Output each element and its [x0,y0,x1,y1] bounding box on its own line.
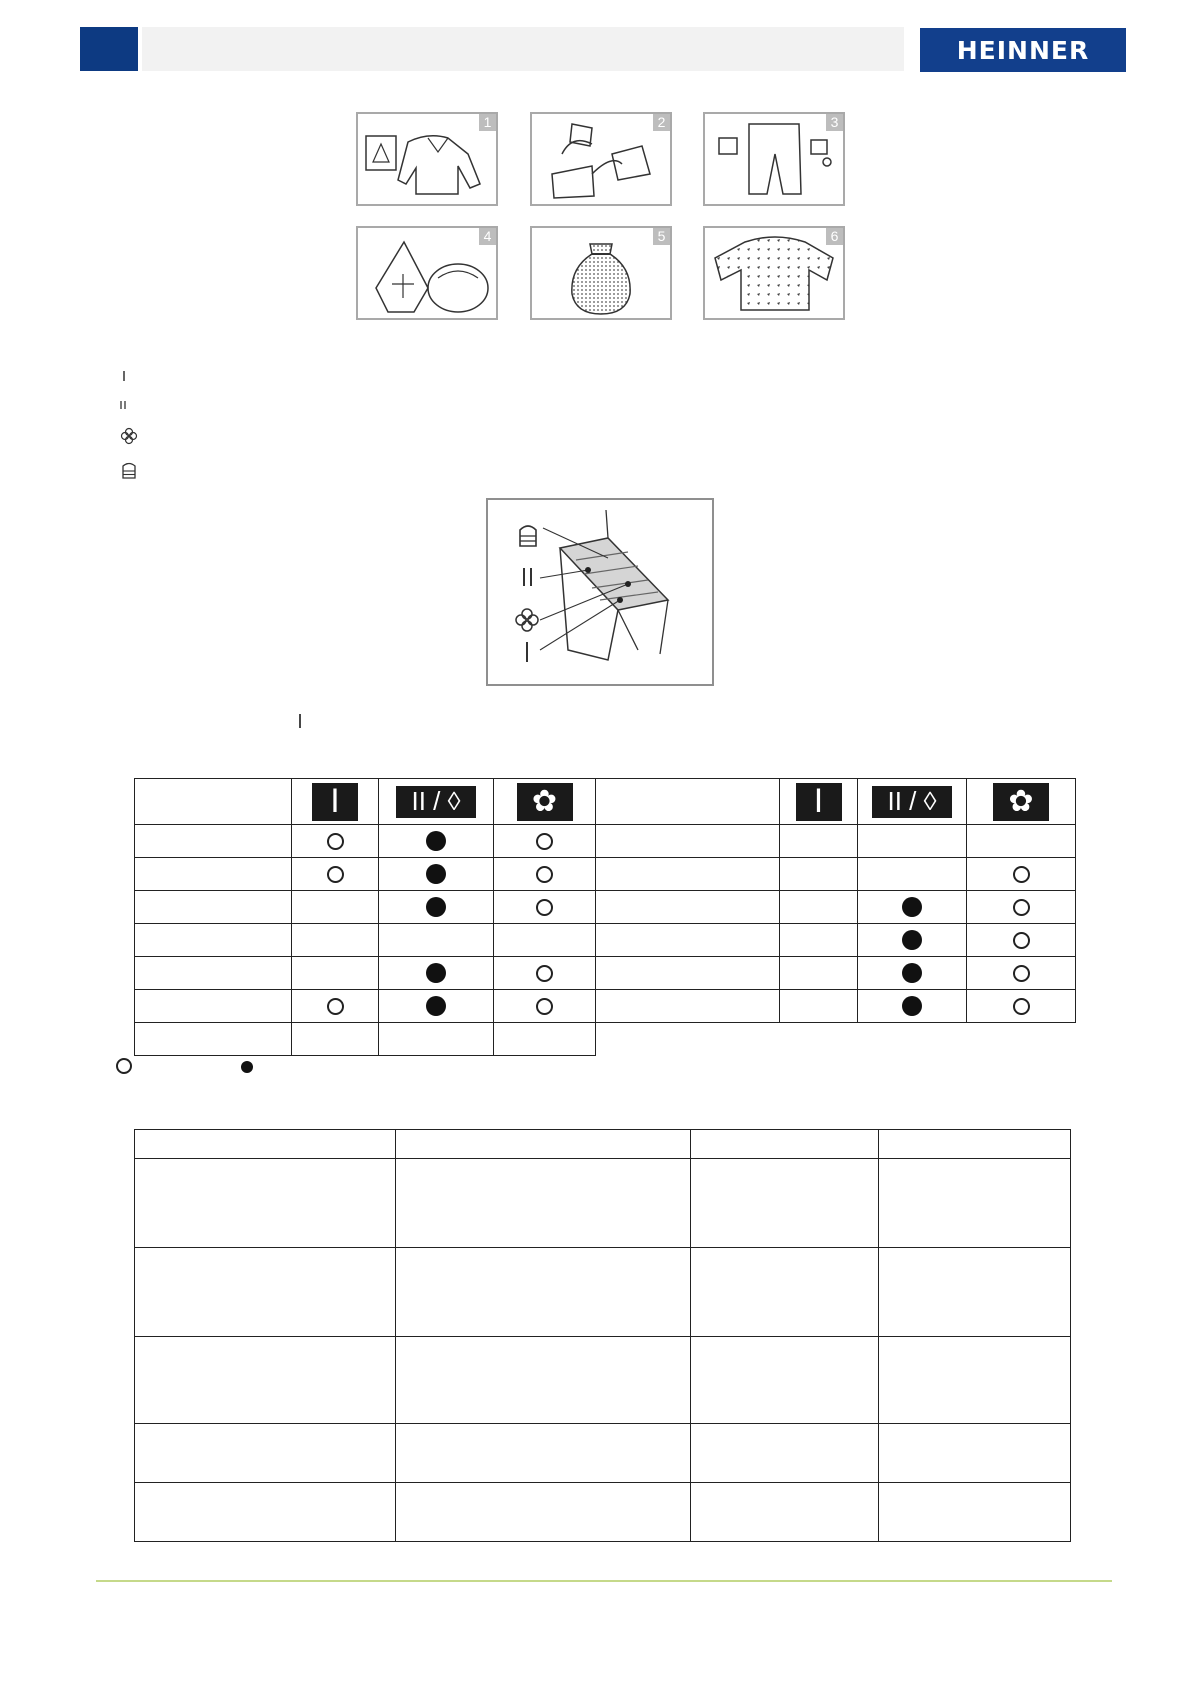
table-header-row [135,779,1076,825]
detergent-table [134,778,1076,1056]
table-cell [396,1424,691,1483]
table-cell [135,1248,396,1337]
optional-mark-icon [536,965,553,982]
table-cell [691,1248,879,1337]
sort-laundry-icon [532,114,670,204]
table-row [135,891,1076,924]
table-cell [494,779,596,825]
table-cell [780,1023,858,1056]
footer-divider [96,1580,1112,1582]
table-cell [879,1424,1071,1483]
panel-2 [530,112,672,206]
program-table [134,1129,1071,1542]
table-row [135,957,1076,990]
table-row [135,1159,1071,1248]
table-cell [379,990,494,1023]
table-cell [967,957,1076,990]
drawer-illustration [488,500,712,684]
optional-mark-icon [1013,899,1030,916]
table-cell [292,779,379,825]
table-cell [379,858,494,891]
optional-mark-icon [536,998,553,1015]
optional-mark-icon [1013,866,1030,883]
required-mark-icon [902,897,922,917]
optional-mark-icon [1013,932,1030,949]
required-mark-icon [426,963,446,983]
table-cell [858,891,967,924]
table-cell [780,957,858,990]
softener-compartment-icon [118,425,140,447]
table-cell [292,990,379,1023]
table-cell [967,825,1076,858]
table-cell [135,858,292,891]
table-cell [292,891,379,924]
table-cell [396,1248,691,1337]
table-row [135,1337,1071,1424]
prewash-compartment-icon [118,366,140,388]
required-mark-icon [902,963,922,983]
table-cell [292,858,379,891]
table-cell [135,990,292,1023]
table-cell [596,990,780,1023]
brand-name: HEINNER [956,35,1090,65]
optional-mark-icon [536,833,553,850]
table-cell [292,1023,379,1056]
table-cell [135,1130,396,1159]
optional-mark-icon [327,833,344,850]
detergent-table-body [135,825,1076,1056]
panel-number: 6 [826,228,843,245]
optional-mark-icon [536,899,553,916]
table-cell [596,825,780,858]
table-cell [494,858,596,891]
required-mark-icon [426,897,446,917]
optional-mark-icon [1013,965,1030,982]
table-row [135,858,1076,891]
table-cell [780,858,858,891]
table-cell [396,1337,691,1424]
table-cell [691,1483,879,1542]
required-mark-icon [902,996,922,1016]
table-cell [858,858,967,891]
table-cell [691,1130,879,1159]
table-row [135,1023,1076,1056]
table-cell [379,891,494,924]
table-cell [780,990,858,1023]
table-cell [379,924,494,957]
table-cell [967,990,1076,1023]
table-cell [879,1337,1071,1424]
table-row [135,1424,1071,1483]
table-cell [135,1424,396,1483]
softener-header-icon: ✿ [517,783,573,821]
table-cell [879,1483,1071,1542]
required-mark-icon [902,930,922,950]
mainwash-liquid-header-icon: II / ◊ [872,786,952,818]
sweater-with-label-icon [358,114,496,204]
table-cell [379,779,494,825]
table-cell [494,891,596,924]
brand-logo [920,28,1126,72]
softener-header-icon: ✿ [993,783,1049,821]
header-accent-block [80,27,138,71]
table-cell [135,1483,396,1542]
table-cell [596,957,780,990]
table-cell [379,957,494,990]
table-cell [396,1483,691,1542]
table-cell [135,891,292,924]
laundry-bag-icon [532,228,670,318]
table-cell [494,957,596,990]
optional-mark-icon [536,866,553,883]
table-cell [967,924,1076,957]
table-cell [858,779,967,825]
close-zippers-icon [358,228,496,318]
table-cell [858,957,967,990]
table-cell [596,779,780,825]
table-cell [494,1023,596,1056]
table-cell [967,891,1076,924]
prewash-glyph [296,712,304,730]
table-cell [691,1424,879,1483]
table-cell [292,825,379,858]
panel-number: 2 [653,114,670,131]
panel-1 [356,112,498,206]
table-cell [780,891,858,924]
table-cell [879,1159,1071,1248]
table-row [135,1248,1071,1337]
table-cell [780,825,858,858]
optional-mark-icon [327,998,344,1015]
table-cell [292,957,379,990]
table-cell [858,1023,967,1056]
panel-number: 5 [653,228,670,245]
panel-3 [703,112,845,206]
table-cell [691,1337,879,1424]
table-cell [858,924,967,957]
prewash-header-icon: I [796,783,842,821]
table-row [135,1130,1071,1159]
table-cell [135,825,292,858]
table-cell [135,1337,396,1424]
panel-4 [356,226,498,320]
table-row [135,990,1076,1023]
table-cell [967,858,1076,891]
table-cell [596,891,780,924]
panel-number: 4 [479,228,496,245]
table-cell [596,1023,780,1056]
table-cell [780,779,858,825]
panel-number: 3 [826,114,843,131]
table-cell [135,779,292,825]
table-row [135,825,1076,858]
table-cell [858,825,967,858]
table-cell [596,924,780,957]
table-cell [396,1159,691,1248]
required-mark-icon [426,831,446,851]
table-cell [967,779,1076,825]
table-cell [494,825,596,858]
mainwash-compartment-icon [118,396,140,418]
table-cell [879,1248,1071,1337]
table-cell [396,1130,691,1159]
table-cell [379,1023,494,1056]
table-cell [135,924,292,957]
table-cell [879,1130,1071,1159]
optional-mark-icon [116,1058,132,1074]
table-cell [780,924,858,957]
panel-6 [703,226,845,320]
table-cell [494,924,596,957]
mainwash-liquid-header-icon: II / ◊ [396,786,476,818]
table-row [135,1483,1071,1542]
table-cell [691,1159,879,1248]
table-cell [379,825,494,858]
table-cell [135,1159,396,1248]
table-cell [494,990,596,1023]
panel-number: 1 [479,114,496,131]
prewash-header-icon: I [312,783,358,821]
table-row [135,924,1076,957]
table-cell [135,1023,292,1056]
table-cell [967,1023,1076,1056]
bleach-compartment-icon [118,461,140,483]
header-bar [142,27,904,71]
required-mark-icon [426,996,446,1016]
inside-out-garment-icon [705,228,843,318]
empty-pockets-icon [705,114,843,204]
panel-5 [530,226,672,320]
optional-mark-icon [327,866,344,883]
required-mark-icon [426,864,446,884]
detergent-drawer-diagram [486,498,714,686]
optional-mark-icon [1013,998,1030,1015]
table-cell [858,990,967,1023]
table-cell [596,858,780,891]
table-cell [135,957,292,990]
table-cell [292,924,379,957]
required-mark-icon [241,1061,253,1073]
